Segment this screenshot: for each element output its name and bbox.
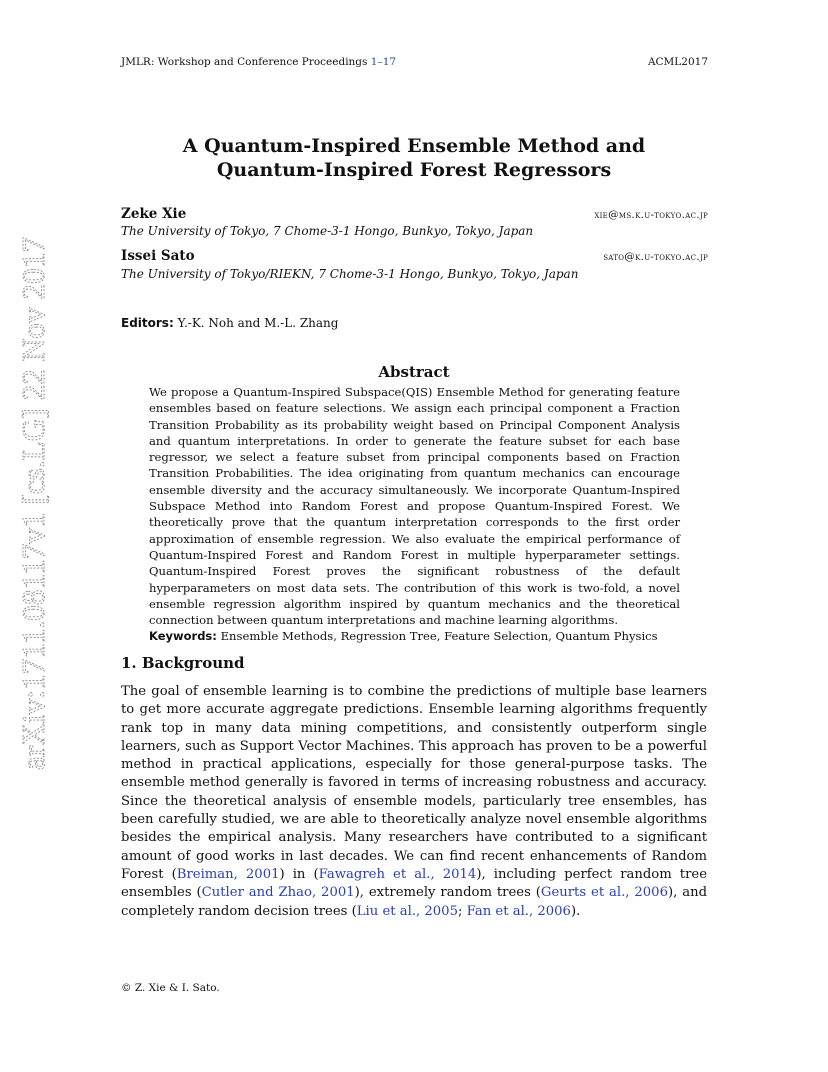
keywords-line xyxy=(149,628,680,644)
editors-names: Y.-K. Noh and M.-L. Zhang xyxy=(177,316,339,330)
title-line-2: Quantum-Inspired Forest Regressors xyxy=(216,159,612,181)
background-paragraph xyxy=(121,683,707,921)
keywords-label: Keywords: xyxy=(149,629,217,644)
author-name-1: Zeke Xie xyxy=(121,206,187,222)
citation-link[interactable]: Breiman, 2001 xyxy=(176,866,280,882)
author-affiliation-2: The University of Tokyo/RIEKN, 7 Chome-3-1 Hongo, Bunkyo, Tokyo, Japan xyxy=(121,267,579,281)
keywords-list: Ensemble Methods, Regression Tree, Feature Selection, Quantum Physics xyxy=(220,629,658,644)
paper-title xyxy=(0,134,828,182)
page-range-link[interactable]: 1–17 xyxy=(370,56,397,68)
paragraph-text: ; xyxy=(457,903,467,919)
paragraph-text: The goal of ensemble learning is to combine the predictions of multiple base learners to get more accurate aggregate predictions. Ensemble learning algorithms frequently rank top in many data mining competitions, and consistently outperform single learners, such as Support Vector Machines. This approach has proven to be a powerful method in practical applications, especially for those general-purpose tasks. The ensemble method generally is favored in terms of increasing robustness and accuracy. Since the theoretical analysis of ensemble models, particularly tree ensembles, has been carefully studied, we are able to theoretically analyze novel ensemble algorithms besides the empirical analysis. Many researchers have contributed to a significant amount of good works in last decades. We can find recent enhancements of Random Forest ( xyxy=(121,684,707,882)
running-header-left xyxy=(121,56,396,68)
citation-link[interactable]: Cutler and Zhao, 2001 xyxy=(201,885,355,901)
conference-label: ACML2017 xyxy=(647,56,708,68)
citation-link[interactable]: Liu et al., 2005 xyxy=(356,903,458,919)
arxiv-stamp xyxy=(14,237,52,770)
editors-line xyxy=(121,316,338,330)
copyright-footer: © Z. Xie & I. Sato. xyxy=(121,982,220,994)
editors-label: Editors: xyxy=(121,316,174,330)
paragraph-text: ) in ( xyxy=(279,866,319,882)
author-email-1: xie@ms.k.u-tokyo.ac.jp xyxy=(594,209,708,221)
citation-link[interactable]: Geurts et al., 2006 xyxy=(540,885,668,901)
abstract-heading: Abstract xyxy=(378,363,450,381)
title-line-1: A Quantum-Inspired Ensemble Method and xyxy=(182,135,646,157)
abstract-body xyxy=(149,384,680,645)
paragraph-text: ), including perfect random tree ensembles ( xyxy=(121,866,708,901)
paragraph-text: ). xyxy=(570,903,581,919)
proceedings-name: JMLR: Workshop and Conference Proceedings xyxy=(121,56,368,68)
paragraph-text: ), and completely random decision trees ( xyxy=(121,885,708,919)
author-name-2: Issei Sato xyxy=(121,248,195,264)
author-affiliation-1: The University of Tokyo, 7 Chome-3-1 Hongo, Bunkyo, Tokyo, Japan xyxy=(121,224,534,238)
author-email-2: sato@k.u-tokyo.ac.jp xyxy=(603,251,708,263)
paragraph-text: ), extremely random trees ( xyxy=(354,885,541,901)
citation-link[interactable]: Fan et al., 2006 xyxy=(466,903,571,919)
section-heading: 1. Background xyxy=(121,654,245,672)
citation-link[interactable]: Fawagreh et al., 2014 xyxy=(318,866,477,882)
abstract-text: We propose a Quantum-Inspired Subspace(QIS) Ensemble Method for generating feature ensembles based on feature selections. We assign each principal component a Fraction Transition Probability as its probability weight based on Principal Component Analysis and quantum interpretations. In order to generate the feature subset for each base regressor, we select a feature subset from principal components based on Fraction Transition Probabilities. The idea originating from quantum mechanics can encourage ensemble diversity and the accuracy simultaneously. We incorporate Quantum-Inspired Subspace Method into Random Forest and propose Quantum-Inspired Forest. We theoretically prove that the quantum interpretation corresponds to the first order approximation of ensemble regression. We also evaluate the empirical performance of Quantum-Inspired Forest and Random Forest in multiple hyperparameter settings. Quantum-Inspired Forest proves the significant robustness of the default hyperparameters on most data sets. The contribution of this work is two-fold, a novel ensemble regression algorithm inspired by quantum mechanics and the theoretical connection between quantum interpretations and machine learning algorithms. xyxy=(149,385,680,628)
arxiv-stamp-text: arXiv:1711.08117v1 [cs.LG] 22 Nov 2017 xyxy=(15,237,51,770)
